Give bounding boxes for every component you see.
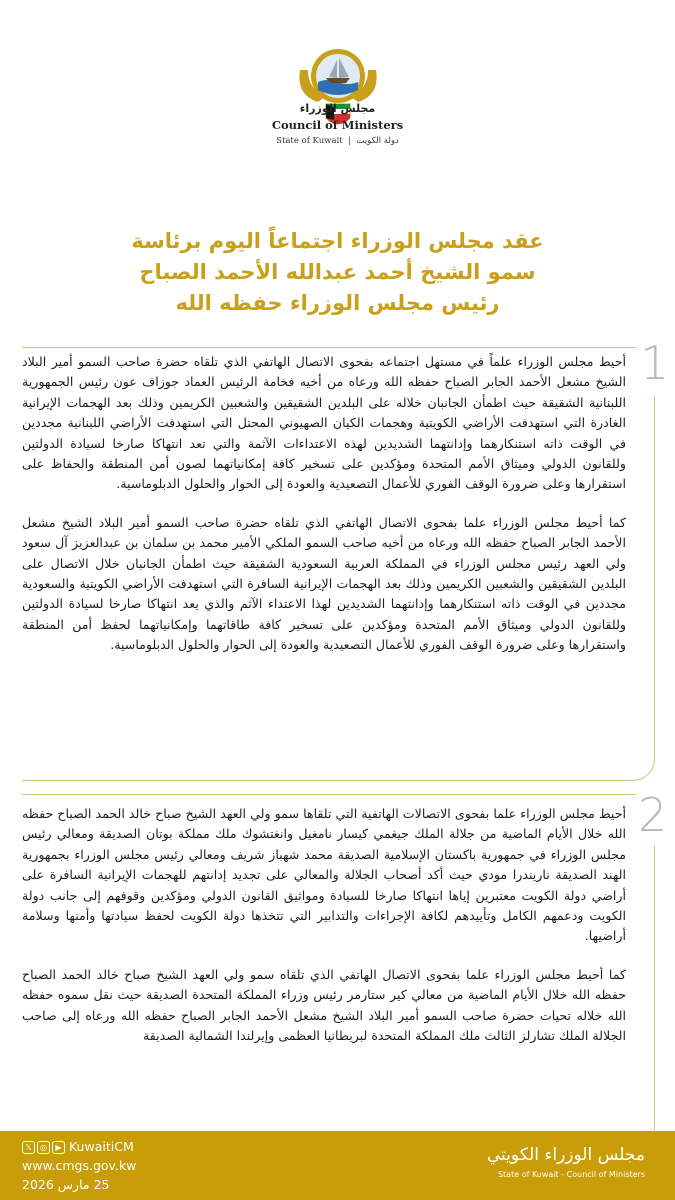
footer-contact [22,1137,136,1194]
footer-org-english: State of Kuwait - Council of Ministers [497,1170,645,1179]
paragraph: كما أحيط مجلس الوزراء علما بفحوى الاتصال الهاتفي الذي تلقاه حضرة صاحب السمو أمير البلاد الشيخ مشعل الأحمد الجابر الصباح حفظه الله ورعاه من أخيه صاحب السمو الملكي الأمير محمد بن سلمان بن عبدالعزيز آل سعود ولي العهد رئيس مجلس الوزراء في المملكة العربية السعودية الشقيقة حيث اطمأن الجانبان خلال الاتصال على البلدين الشقيقين والشعبين الكريمين وذلك بعد الهجمات الإيرانية السافرة التي استهدفت الأراضي الكويتية والسعودية مجددين في الوقت ذاته استنكارهما وإدانتهما الشديدين لهذا الاعتداء الآثم والذي يعد انتهاكا صارخا لسيادة الدولتين وللقانون الدولي وميثاق الأمم المتحدة ومؤكدين على تسخير كافة طاقاتهما وإمكانياتهما لحفظ أمن المنطقة واستقرارها وعلى ضرورة الوقف الفوري للأعمال التصعيدية والعودة إلى الحوار والحلول الدبلوماسية. [22,514,626,653]
date: 25 مارس 2026 [22,1177,110,1192]
social-handle[interactable]: KuwaitiCM [68,1139,134,1154]
instagram-icon[interactable]: ◎ [37,1141,50,1154]
footer-brand [487,1145,645,1179]
separator: | [348,136,351,146]
headline-line-2: سمو الشيخ أحمد عبدالله الأحمد الصباح [139,260,536,284]
x-icon[interactable]: 𝕏 [22,1141,35,1154]
section-2-body [22,804,626,1130]
footer-org-arabic: مجلس الوزراء الكويتي [486,1145,645,1165]
paragraph: أحيط مجلس الوزراء علماً في مستهل اجتماعه بفحوى الاتصال الهاتفي الذي تلقاه حضرة صاحب السمو أمير البلاد الشيخ مشعل الأحمد الجابر الصباح حفظه الله ورعاه من أخيه فخامة الرئيس العماد جوزاف عون رئيس الجمهورية اللبنانية الشقيقة حيث اطمأن الجانبان خلاله على البلدين الشقيقين والشعبين الكريمين وذلك بعد الهجمات الإيرانية الغادرة التي استهدفت الأراضي الكويتية وهجمات الكيان الصهيوني المحتل التي استهدفت الأراضي اللبنانية مجددين في الوقت ذاته استنكارهما وإدانتهما الشديدين لهذه الاعتداءات الآثمة والتي تعد انتهاكا صارخا لسيادة الدولتين وللقانون الدولي وميثاق الأمم المتحدة ومؤكدين على تسخير كافة إمكانياتهما لصون أمن المنطقة والحفاظ على استقرارها وعلى ضرورة الوقف الفوري للأعمال التصعيدية والعودة إلى الحوار والحلول الدبلوماسية. [22,354,626,492]
state-line [0,136,675,146]
paragraph: أحيط مجلس الوزراء علما بفحوى الاتصالات الهاتفية التي تلقاها سمو ولي العهد الشيخ صباح خالد الحمد الصباح حفظه الله خلال الأيام الماضية من جلالة الملك جيغمي كيسار نامغيل وانغتشوك ملك مملكة بوتان الصديقة ومعالي رئيس مجلس الوزراء في جمهورية باكستان الإسلامية الصديقة محمد شهباز شريف ومعالي رئيس مجلس الوزراء بجمهورية الهند الصديقة ناريندرا مودي حيث أكد أصحاب الجلالة والمعالي على تجديد إدانتهم للهجمات الإيرانية السافرة على أراضي دولة الكويت معتبرين إياها انتهاكا صارخا للسيادة ومواثيق القانون الدولي ومؤكدين وقوفهم إلى جانب دولة الكويت ودعمهم الكامل وتأييدهم لكافة الإجراءات والتدابير التي تتخذها دولة الكويت لحفظ سيادتها وأمنها وسلامة أراضيها. [22,806,626,944]
section-1-body [22,352,626,674]
headline-line-3: رئيس مجلس الوزراء حفظه الله [175,291,500,315]
state-english: State of Kuwait [276,136,343,146]
headline-line-1: عقد مجلس الوزراء اجتماعاً اليوم برئاسة [131,229,544,253]
state-arabic: دولة الكويت [356,136,399,146]
headline [0,226,675,319]
org-name-english: Council of Ministers [271,118,404,132]
website-link[interactable]: www.cmgs.gov.kw [22,1158,137,1173]
section-number-1: 1 [640,336,670,390]
section-number-2: 2 [638,788,668,842]
footer [0,1131,675,1200]
org-name-arabic: مجلس الوزراء [299,102,376,115]
youtube-icon[interactable]: ▶ [52,1141,65,1154]
paragraph: كما أحيط مجلس الوزراء علما بفحوى الاتصال الهاتفي الذي تلقاه سمو ولي العهد الشيخ صباح خالد الحمد الصباح حفظه الله خلال الأيام الماضية من معالي كير ستارمر رئيس وزراء المملكة المتحدة الصديقة حيث نقل سموه حفظه الله خلاله تحيات حضرة صاحب السمو أمير البلاد الشيخ مشعل الأحمد الجابر الصباح حفظه الله ورعاه إلى صاحب الجلالة الملك تشارلز الثالث ملك المملكة المتحدة لبريطانيا العظمى وإيرلندا الشمالية الصديقة [22,966,626,1044]
